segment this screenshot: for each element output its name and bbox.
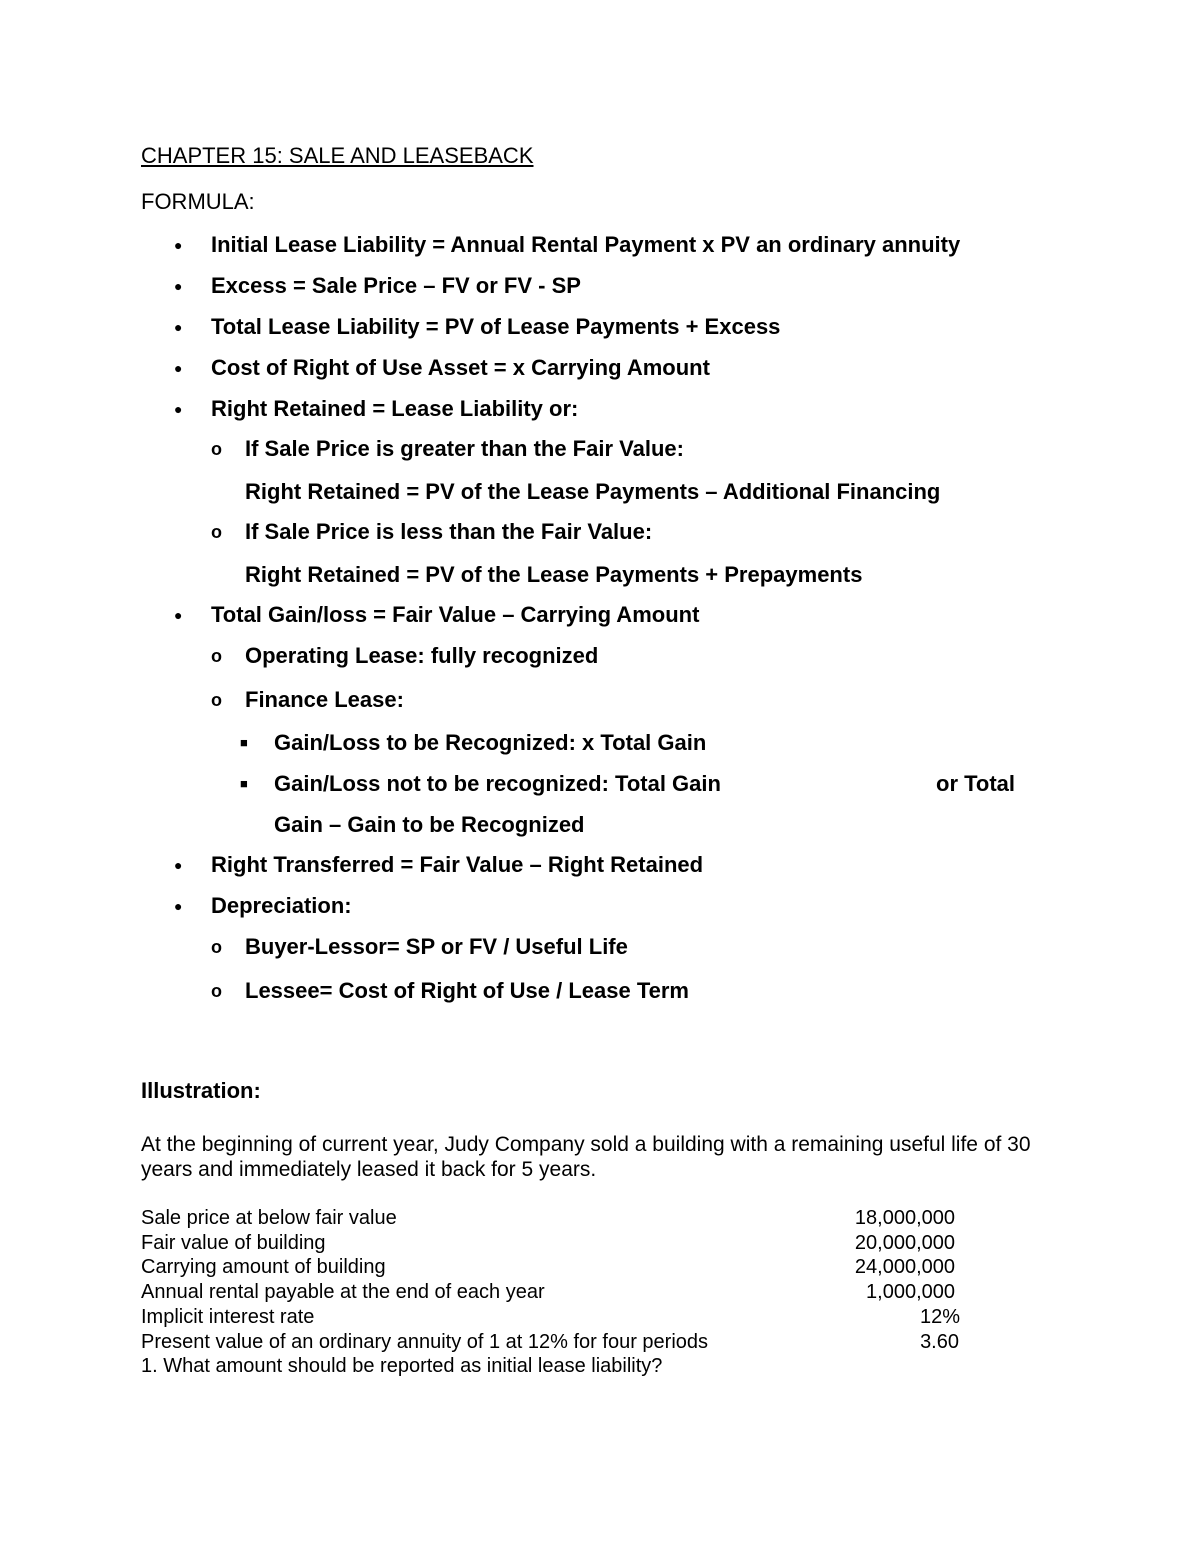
bullet-disc-icon: ●: [174, 360, 183, 376]
bullet-square-icon: ■: [240, 735, 248, 750]
illustration-text-line-1: At the beginning of current year, Judy Company sold a building with a remaining useful life of 30: [141, 1133, 1031, 1156]
item-label: Sale price at below fair value: [141, 1207, 397, 1229]
formula-heading: FORMULA:: [141, 189, 255, 214]
depreciation-heading: Depreciation:: [211, 893, 352, 918]
item-value: 20,000,000: [854, 1232, 955, 1254]
bullet-disc-icon: ●: [174, 898, 183, 914]
formula-right-retained-financing: Right Retained = PV of the Lease Payments – Additional Financing: [245, 479, 941, 504]
condition-sp-greater: If Sale Price is greater than the Fair Value:: [245, 436, 684, 461]
formula-cost-right-of-use: Cost of Right of Use Asset = x Carrying Amount: [211, 355, 710, 380]
formula-total-gain-loss: Total Gain/loss = Fair Value – Carrying Amount: [211, 602, 700, 627]
item-value: 1,000,000: [866, 1281, 955, 1303]
formula-right-retained: Right Retained = Lease Liability or:: [211, 396, 579, 421]
bullet-circle-icon: o: [211, 690, 222, 710]
condition-sp-less: If Sale Price is less than the Fair Value:: [245, 519, 653, 544]
chapter-title: CHAPTER 15: SALE AND LEASEBACK: [141, 143, 534, 168]
bullet-square-icon: ■: [240, 776, 248, 791]
bullet-disc-icon: ●: [174, 607, 183, 623]
bullet-disc-icon: ●: [174, 278, 183, 294]
gain-not-recognized-continuation: Gain – Gain to be Recognized: [274, 812, 585, 837]
bullet-disc-icon: ●: [174, 857, 183, 873]
finance-lease-item: Finance Lease:: [245, 687, 404, 712]
operating-lease-item: Operating Lease: fully recognized: [245, 643, 599, 668]
item-value: 3.60: [920, 1331, 959, 1353]
item-value: 18,000,000: [854, 1207, 955, 1229]
item-label: Implicit interest rate: [141, 1306, 315, 1328]
formula-total-lease-liability: Total Lease Liability = PV of Lease Payments + Excess: [211, 314, 781, 339]
formula-right-retained-prepayments: Right Retained = PV of the Lease Payments + Prepayments: [245, 562, 863, 587]
bullet-disc-icon: ●: [174, 319, 183, 335]
bullet-circle-icon: o: [211, 646, 222, 666]
bullet-circle-icon: o: [211, 937, 222, 957]
bullet-circle-icon: o: [211, 439, 222, 459]
bullet-disc-icon: ●: [174, 401, 183, 417]
gain-to-be-recognized: Gain/Loss to be Recognized: x Total Gain: [274, 730, 707, 755]
bullet-circle-icon: o: [211, 981, 222, 1001]
depreciation-buyer-lessor: Buyer-Lessor= SP or FV / Useful Life: [245, 934, 628, 959]
question-1: 1. What amount should be reported as initial lease liability?: [141, 1355, 663, 1377]
formula-right-transferred: Right Transferred = Fair Value – Right Retained: [211, 852, 704, 877]
item-label: Fair value of building: [141, 1232, 326, 1254]
depreciation-lessee: Lessee= Cost of Right of Use / Lease Term: [245, 978, 689, 1003]
item-value: 12%: [919, 1306, 960, 1328]
bullet-disc-icon: ●: [174, 237, 183, 253]
item-label: Carrying amount of building: [141, 1256, 386, 1278]
item-value: 24,000,000: [854, 1256, 955, 1278]
item-label: Annual rental payable at the end of each year: [141, 1281, 545, 1303]
illustration-heading: Illustration:: [141, 1078, 261, 1103]
item-label: Present value of an ordinary annuity of 1 at 12% for four periods: [141, 1331, 709, 1353]
illustration-text-line-2: years and immediately leased it back for 5 years.: [141, 1158, 597, 1181]
gain-not-recognized-alternative: or Total: [936, 771, 1016, 796]
formula-excess: Excess = Sale Price – FV or FV - SP: [211, 273, 581, 298]
formula-initial-lease-liability: Initial Lease Liability = Annual Rental Payment x PV an ordinary annuity: [211, 232, 961, 257]
gain-not-to-be-recognized: Gain/Loss not to be recognized: Total Gain: [274, 771, 721, 796]
bullet-circle-icon: o: [211, 522, 222, 542]
